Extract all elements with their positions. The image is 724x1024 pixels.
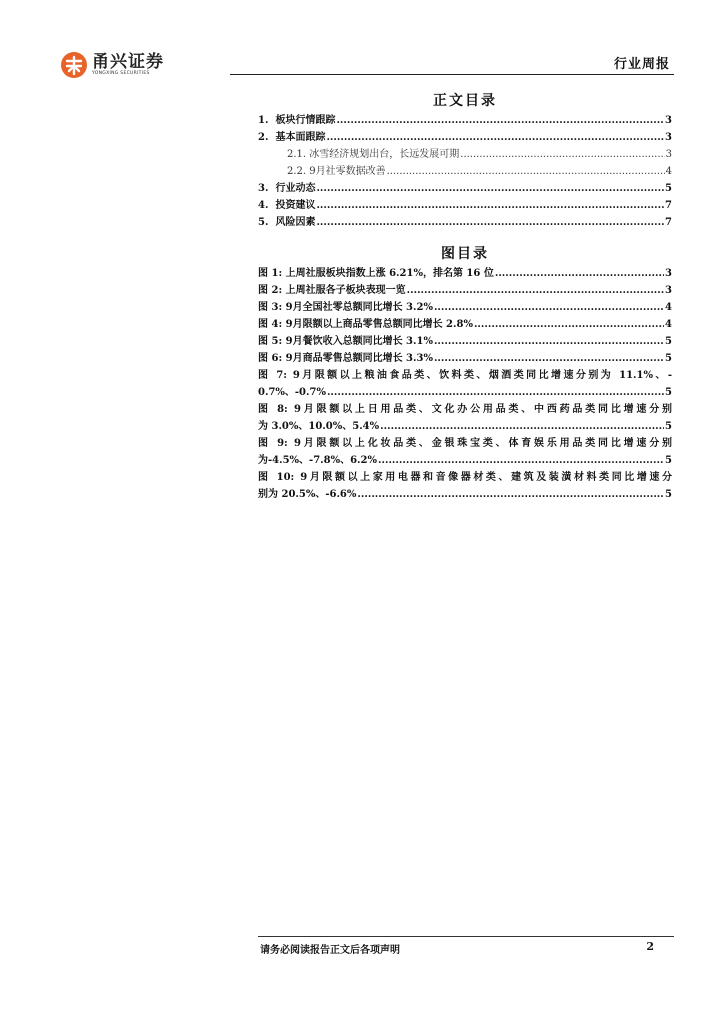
figure-entry[interactable] xyxy=(258,367,672,401)
leader-dots xyxy=(336,112,664,129)
leader-dots xyxy=(387,163,665,180)
figure-entry[interactable]: 图 4: 9月限额以上商品零售总额同比增长 2.8% ..... 4 xyxy=(258,316,672,333)
figure-entry[interactable] xyxy=(258,469,672,503)
figure-entry-last-line: 为 3.0%、10.0%、5.4% ..... 5 xyxy=(258,418,672,435)
toc-item[interactable]: 4. 投资建议 ..... 7 xyxy=(258,197,672,214)
figure-entry[interactable]: 图 6: 9月商品零售总额同比增长 3.3% ..... 5 xyxy=(258,350,672,367)
figure-entry[interactable]: 图 1: 上周社服板块指数上涨 6.21%，排名第 16 位 ..... 3 xyxy=(258,265,672,282)
figure-entry[interactable]: 图 2: 上周社服各子板块表现一览 ..... 3 xyxy=(258,282,672,299)
toc-subitem[interactable]: 2.1. 冰雪经济规划出台，长远发展可期 ..... 3 xyxy=(258,146,672,163)
leader-dots xyxy=(316,180,664,197)
company-logo xyxy=(60,50,164,80)
figure-entry-last-line: 为-4.5%、-7.8%、6.2% ..... 5 xyxy=(258,452,672,469)
leader-dots xyxy=(326,129,664,146)
figure-list xyxy=(258,265,672,503)
report-type-label: 行业周报 xyxy=(613,57,670,72)
leader-dots xyxy=(434,299,664,316)
contents-section xyxy=(258,90,672,503)
leader-dots xyxy=(357,486,664,503)
leader-dots xyxy=(380,418,664,435)
logo-english-name: YONGXING SECURITIES xyxy=(92,71,150,76)
figure-entry-first-line: 图 10: 9月限额以上家用电器和音像器材类、建筑及装潢材料类同比增速分 xyxy=(258,472,672,483)
leader-dots xyxy=(434,350,664,367)
logo-chinese-name: 甬兴证券 xyxy=(92,52,164,72)
footer-divider xyxy=(258,936,674,937)
leader-dots xyxy=(327,384,664,401)
page-number: 2 xyxy=(646,940,654,953)
leader-dots xyxy=(407,282,664,299)
leader-dots xyxy=(474,316,664,333)
toc-item[interactable]: 3. 行业动态 ..... 5 xyxy=(258,180,672,197)
page-header xyxy=(60,50,674,80)
toc-item[interactable]: 1. 板块行情跟踪 ..... 3 xyxy=(258,112,672,129)
figure-entry[interactable] xyxy=(258,401,672,435)
figure-entry-first-line: 图 8: 9月限额以上日用品类、文化办公用品类、中西药品类同比增速分别 xyxy=(258,404,672,415)
figure-entry[interactable] xyxy=(258,435,672,469)
disclaimer-notice: 请务必阅读报告正文后各项声明 xyxy=(260,945,400,956)
figure-list-title: 图目录 xyxy=(441,246,489,262)
page-footer xyxy=(258,936,674,958)
figure-entry-last-line: 0.7%、-0.7% ..... 5 xyxy=(258,384,672,401)
toc-subitem[interactable]: 2.2. 9月社零数据改善 ..... 4 xyxy=(258,163,672,180)
toc-list xyxy=(258,112,672,231)
leader-dots xyxy=(495,265,664,282)
leader-dots xyxy=(460,146,664,163)
leader-dots xyxy=(316,197,664,214)
figure-entry[interactable]: 图 5: 9月餐饮收入总额同比增长 3.1% ..... 5 xyxy=(258,333,672,350)
header-divider xyxy=(230,74,674,75)
figure-entry[interactable]: 图 3: 9月全国社零总额同比增长 3.2% ..... 4 xyxy=(258,299,672,316)
figure-entry-first-line: 图 7: 9月限额以上粮油食品类、饮料类、烟酒类同比增速分别为 11.1%、- xyxy=(258,370,672,381)
toc-item[interactable]: 2. 基本面跟踪 ..... 3 xyxy=(258,129,672,146)
leader-dots xyxy=(378,452,664,469)
figure-entry-first-line: 图 9: 9月限额以上化妆品类、金银珠宝类、体育娱乐用品类同比增速分别 xyxy=(258,438,672,449)
leader-dots xyxy=(434,333,664,350)
figure-entry-last-line: 别为 20.5%、-6.6% ..... 5 xyxy=(258,486,672,503)
toc-title: 正文目录 xyxy=(433,93,497,109)
toc-item[interactable]: 5. 风险因素 ..... 7 xyxy=(258,214,672,231)
yongxing-logo-icon xyxy=(60,51,88,79)
leader-dots xyxy=(316,214,664,231)
